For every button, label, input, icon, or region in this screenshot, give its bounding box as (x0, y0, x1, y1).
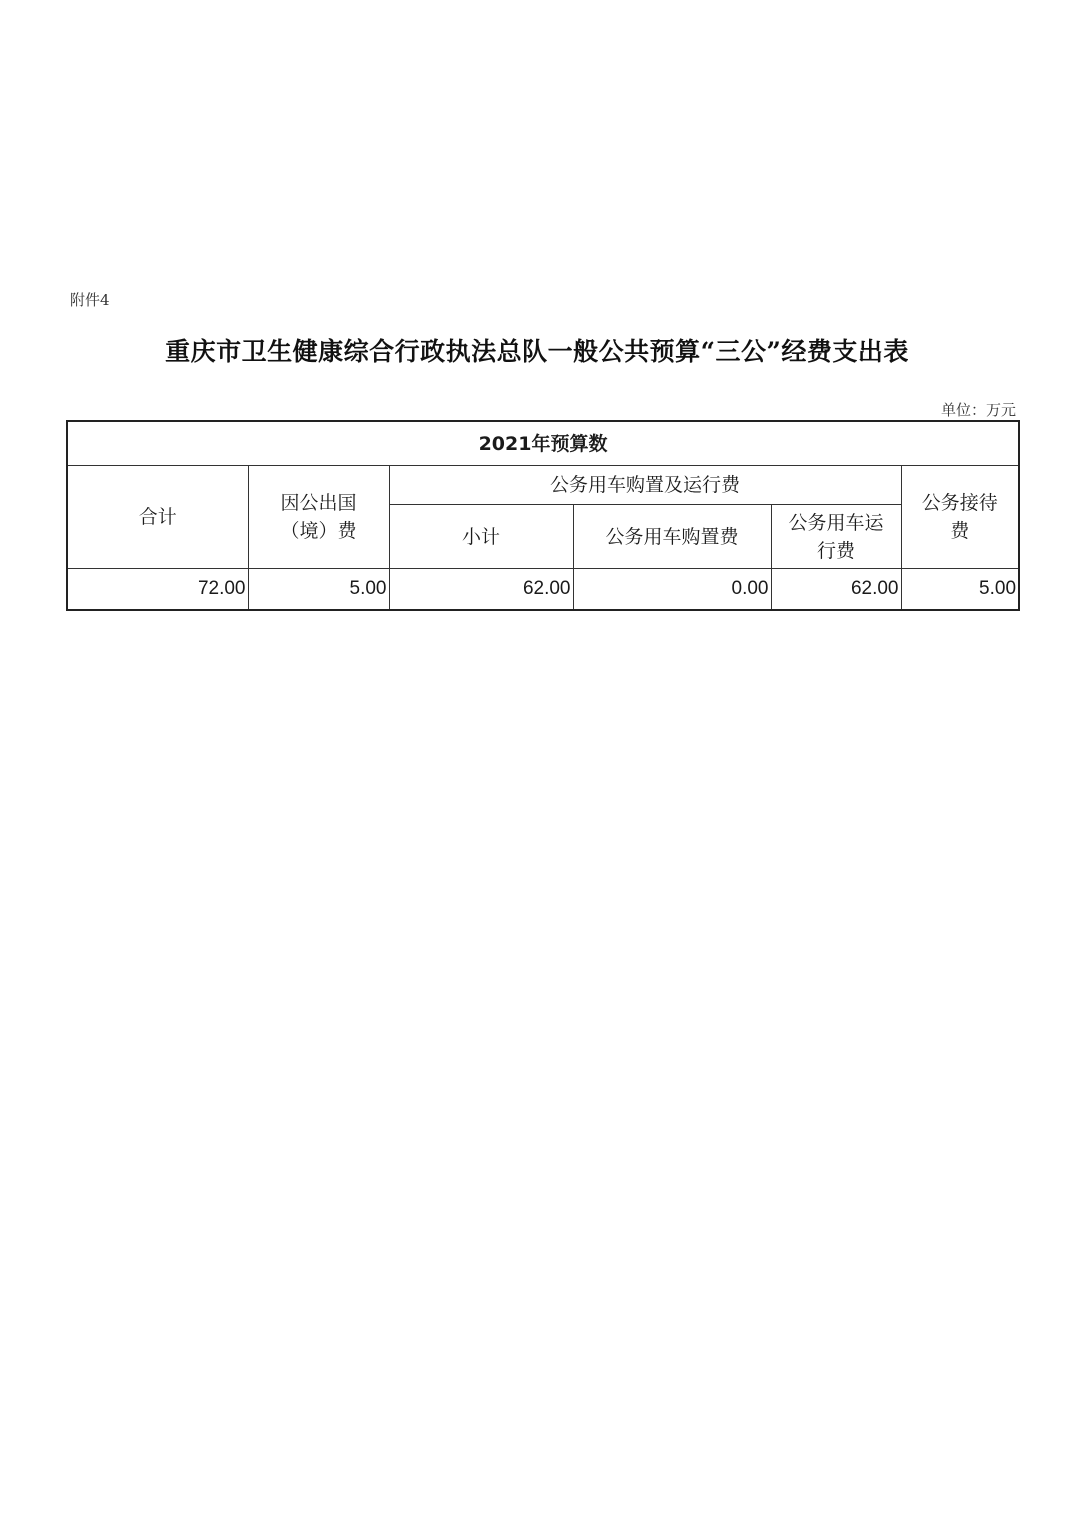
value-vehicle-operation: 62.00 (771, 569, 901, 611)
budget-table (66, 420, 1020, 611)
table-row (67, 569, 1019, 611)
header-vehicle-operation (771, 505, 901, 569)
header-abroad-line2: （境）费 (280, 520, 357, 542)
value-vehicle-purchase: 0.00 (573, 569, 771, 611)
header-abroad (248, 466, 389, 569)
header-vehicle-operation-line2: 行费 (816, 539, 855, 562)
header-reception-line2: 费 (950, 520, 970, 542)
header-subtotal: 小计 (389, 505, 573, 569)
header-vehicle-group: 公务用车购置及运行费 (389, 466, 901, 505)
table-header-row-year (67, 421, 1019, 466)
unit-label: 单位：万元 (940, 401, 1016, 419)
value-subtotal: 62.00 (389, 569, 573, 611)
header-vehicle-operation-line1: 公务用车运 (788, 511, 884, 534)
header-abroad-line1: 因公出国 (280, 492, 357, 514)
header-reception-line1: 公务接待 (921, 492, 998, 514)
year-header: 2021年预算数 (67, 421, 1019, 466)
header-vehicle-purchase: 公务用车购置费 (573, 505, 771, 569)
page-title: 重庆市卫生健康综合行政执法总队一般公共预算“三公”经费支出表 (165, 337, 909, 366)
header-reception (901, 466, 1019, 569)
value-abroad: 5.00 (248, 569, 389, 611)
attachment-label: 附件4 (70, 291, 110, 309)
header-total: 合计 (67, 466, 248, 569)
table-header-row-1 (67, 466, 1019, 505)
value-reception: 5.00 (901, 569, 1019, 611)
value-total: 72.00 (67, 569, 248, 611)
